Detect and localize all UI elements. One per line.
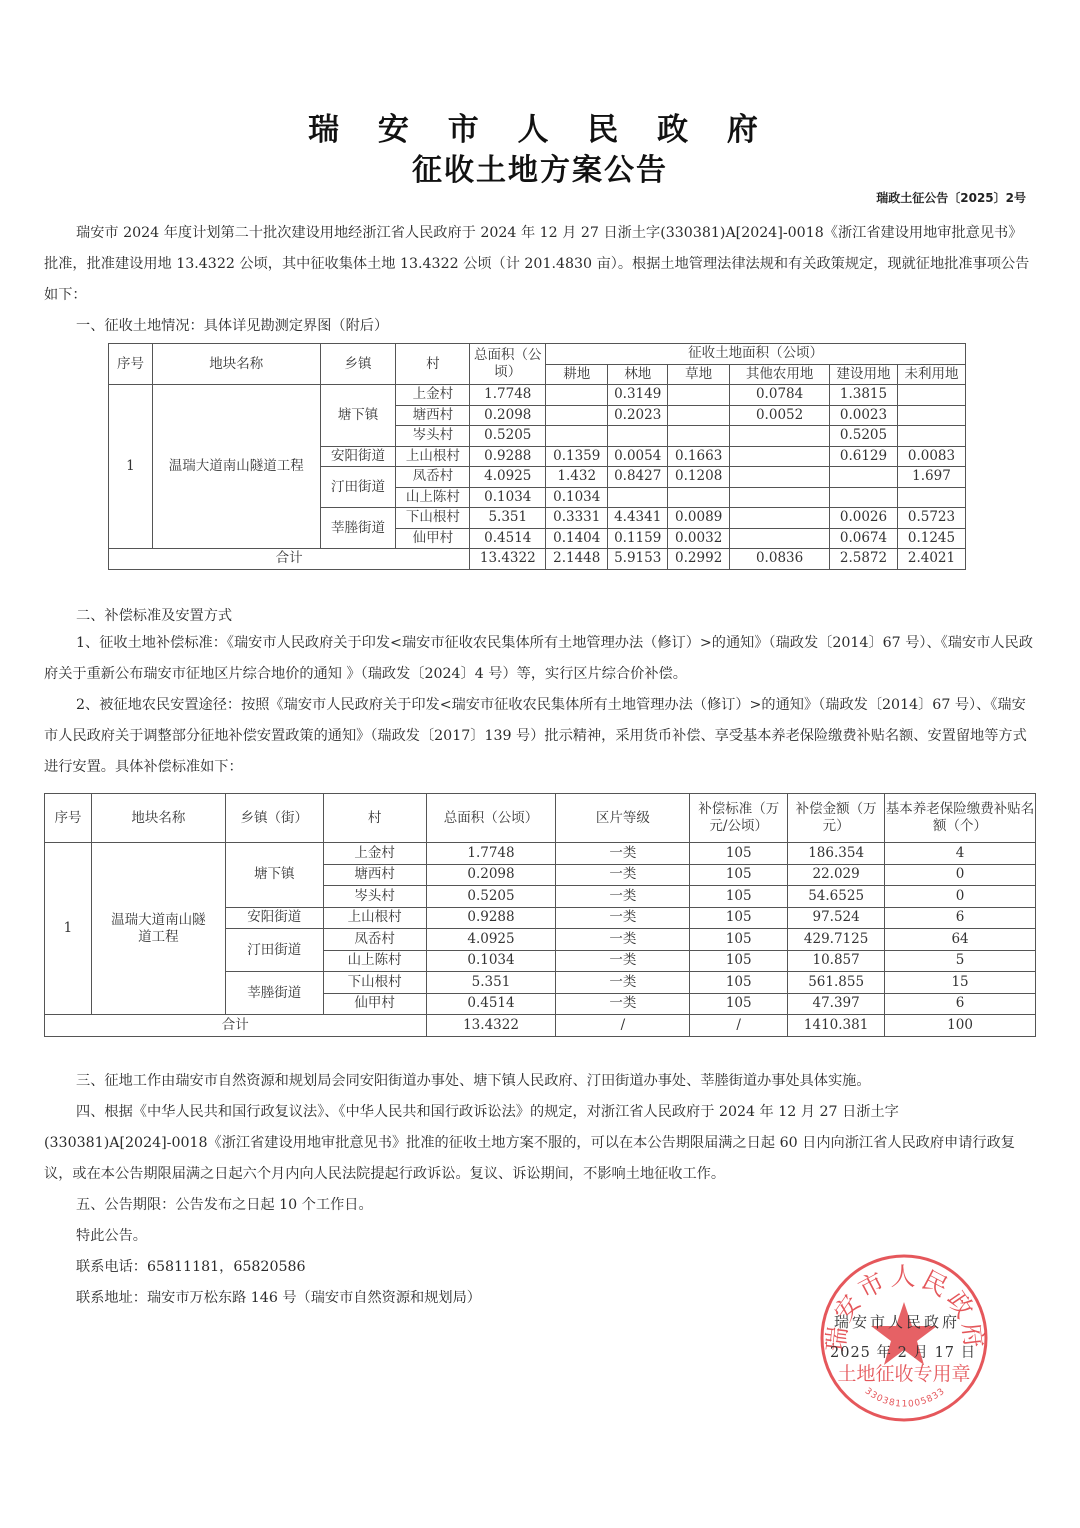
col-header-construction: 建设用地 <box>830 364 898 385</box>
closing-text: 特此公告。 <box>76 1228 147 1244</box>
cell-town: 汀田街道 <box>225 929 323 972</box>
issuer-title: 瑞 安 市 人 民 政 府 <box>308 112 772 148</box>
table-row <box>45 843 1036 865</box>
col-header-unused: 未利用地 <box>897 364 965 385</box>
cell-town: 莘塍街道 <box>320 508 396 549</box>
cell-area: 0.3331 <box>546 508 608 529</box>
signature-issuer: 瑞安市人民政府 <box>834 1313 961 1331</box>
cell-area <box>546 426 608 447</box>
cell-standard: 105 <box>690 907 788 929</box>
cell-area <box>730 446 830 467</box>
cell-area <box>897 426 965 447</box>
cell-area: 0.3149 <box>608 385 668 406</box>
cell-village: 塘西村 <box>323 864 426 886</box>
col-header-amount: 补偿金额（万元） <box>788 794 885 843</box>
cell-total-area: 5.9153 <box>608 549 668 570</box>
document-title: 征收土地方案公告 <box>412 153 668 188</box>
cell-area <box>730 467 830 488</box>
cell-area: 0.0054 <box>608 446 668 467</box>
cell-standard: 105 <box>690 950 788 972</box>
section-3-paragraph <box>44 1066 1036 1097</box>
cell-amount: 97.524 <box>788 907 885 929</box>
cell-village: 山上陈村 <box>323 950 426 972</box>
cell-total-total: 13.4322 <box>426 1015 556 1037</box>
cell-area <box>897 405 965 426</box>
table-total-row <box>109 549 966 570</box>
cell-area <box>668 385 730 406</box>
cell-total: 1.7748 <box>426 843 556 865</box>
cell-amount: 22.029 <box>788 864 885 886</box>
cell-total: 0.2098 <box>470 405 546 426</box>
cell-area: 0.1359 <box>546 446 608 467</box>
cell-amount: 186.354 <box>788 843 885 865</box>
cell-total-sum: 13.4322 <box>470 549 546 570</box>
cell-area: 0.0089 <box>668 508 730 529</box>
cell-town: 安阳街道 <box>225 907 323 929</box>
cell-total: 0.9288 <box>470 446 546 467</box>
cell-quota: 6 <box>885 907 1036 929</box>
signature-date: 2025 年 2 月 17 日 <box>830 1345 977 1361</box>
cell-area <box>730 508 830 529</box>
cell-area: 0.1245 <box>897 528 965 549</box>
cell-village: 岑头村 <box>323 886 426 908</box>
cell-area: 0.5723 <box>897 508 965 529</box>
cell-area: 1.3815 <box>830 385 898 406</box>
cell-total-standard: / <box>690 1015 788 1037</box>
intro-text: 瑞安市 2024 年度计划第二十批次建设用地经浙江省人民政府于 2024 年 12 月 27 日浙土字(330381)A[2024]-0018《浙江省建设用地审批意见书》批准，批准建设用地 13.4322 公顷，其中征收集体土地 13.4322 公顷（计 201.4830 亩）。根据土地管理法律法规和有关政策规定，现就征地批准事项公告如下： <box>44 225 1030 303</box>
cell-standard: 105 <box>690 843 788 865</box>
cell-grade: 一类 <box>556 929 690 951</box>
section-1-heading <box>44 311 1036 342</box>
cell-total: 0.4514 <box>426 993 556 1015</box>
seal-code-text: 3303811005833 <box>862 1386 948 1410</box>
cell-village: 凤岙村 <box>323 929 426 951</box>
cell-total: 0.2098 <box>426 864 556 886</box>
cell-quota: 64 <box>885 929 1036 951</box>
cell-grade: 一类 <box>556 993 690 1015</box>
closing-line <box>44 1221 1036 1252</box>
section-4-text: 四、根据《中华人民共和国行政复议法》、《中华人民共和国行政诉讼法》的规定，对浙江省人民政府于 2024 年 12 月 27 日浙土字(330381)A[2024]-0018《浙江省建设用地审批意见书》批准的征收土地方案不服的，可以在本公告期限届满之日起 60 日内向浙江省人民政府申请行政复议，或在本公告期限届满之日起六个月内向人民法院提起行政诉讼。复议、诉讼期间，不影响土地征收工作。 <box>44 1104 1015 1182</box>
cell-total-area: 0.2992 <box>668 549 730 570</box>
cell-area <box>897 385 965 406</box>
cell-area <box>668 487 730 508</box>
cell-area <box>730 426 830 447</box>
section-4-paragraph <box>44 1097 1036 1190</box>
cell-area: 0.1159 <box>608 528 668 549</box>
table-total-row <box>45 1015 1036 1037</box>
cell-area <box>830 487 898 508</box>
section-5-paragraph <box>44 1190 1036 1221</box>
cell-village: 下山根村 <box>396 508 470 529</box>
cell-total: 5.351 <box>470 508 546 529</box>
cell-area: 0.0052 <box>730 405 830 426</box>
cell-total: 0.9288 <box>426 907 556 929</box>
cell-total: 4.0925 <box>470 467 546 488</box>
cell-quota: 4 <box>885 843 1036 865</box>
cell-village: 山上陈村 <box>396 487 470 508</box>
cell-total-area: 0.0836 <box>730 549 830 570</box>
section-2-paragraph-1 <box>44 628 1036 690</box>
cell-amount: 429.7125 <box>788 929 885 951</box>
table-header-row <box>109 344 966 365</box>
contact-address-text: 联系地址：瑞安市万松东路 146 号（瑞安市自然资源和规划局） <box>76 1290 481 1306</box>
land-area-table <box>108 343 966 570</box>
cell-area: 4.4341 <box>608 508 668 529</box>
section-3-text: 三、征地工作由瑞安市自然资源和规划局会同安阳街道办事处、塘下镇人民政府、汀田街道办事处、莘塍街道办事处具体实施。 <box>76 1073 871 1089</box>
cell-town: 塘下镇 <box>320 385 396 447</box>
col-header-grass: 草地 <box>668 364 730 385</box>
col-header-grade: 区片等级 <box>556 794 690 843</box>
cell-quota: 0 <box>885 864 1036 886</box>
cell-grade: 一类 <box>556 907 690 929</box>
col-header-seq: 序号 <box>45 794 92 843</box>
document-number: 瑞政土征公告〔2025〕2号 <box>876 191 1026 205</box>
cell-village: 岑头村 <box>396 426 470 447</box>
cell-area: 1.432 <box>546 467 608 488</box>
cell-town: 安阳街道 <box>320 446 396 467</box>
cell-total-area: 2.1448 <box>546 549 608 570</box>
section-2-p1-text: 1、征收土地补偿标准：《瑞安市人民政府关于印发<瑞安市征收农民集体所有土地管理办法（修订）>的通知》（瑞政发〔2014〕67 号）、《瑞安市人民政府关于重新公布瑞安市征地区片综合地价的通知 》（瑞政发〔2024〕4 号）等，实行区片综合价补偿。 <box>44 635 1033 682</box>
official-seal-stamp <box>818 1252 990 1424</box>
cell-seq: 1 <box>45 843 92 1015</box>
cell-village: 上山根村 <box>323 907 426 929</box>
cell-area: 0.0083 <box>897 446 965 467</box>
cell-total-label: 合计 <box>45 1015 427 1037</box>
cell-village: 凤岙村 <box>396 467 470 488</box>
cell-seq: 1 <box>109 385 153 549</box>
col-header-plot: 地块名称 <box>91 794 225 843</box>
section-2-paragraph-2 <box>44 690 1036 783</box>
cell-plot-name: 温瑞大道南山隧道工程 <box>91 843 225 1015</box>
cell-amount: 10.857 <box>788 950 885 972</box>
cell-quota: 5 <box>885 950 1036 972</box>
table-row <box>109 385 966 406</box>
seal-outer-text: 瑞安市人民政府 <box>820 1262 990 1354</box>
cell-total: 0.1034 <box>426 950 556 972</box>
col-header-standard: 补偿标准（万元/公顷） <box>690 794 788 843</box>
cell-quota: 15 <box>885 972 1036 994</box>
col-header-village: 村 <box>396 344 470 385</box>
cell-standard: 105 <box>690 864 788 886</box>
cell-village: 上金村 <box>323 843 426 865</box>
cell-area <box>546 385 608 406</box>
cell-village: 仙甲村 <box>323 993 426 1015</box>
section-2-heading-text: 二、补偿标准及安置方式 <box>76 608 233 624</box>
compensation-table <box>44 793 1036 1037</box>
cell-area: 0.0026 <box>830 508 898 529</box>
col-header-quota: 基本养老保险缴费补贴名额（个） <box>885 794 1036 843</box>
cell-area: 0.8427 <box>608 467 668 488</box>
col-header-town: 乡镇（街） <box>225 794 323 843</box>
cell-total: 0.1034 <box>470 487 546 508</box>
cell-area <box>668 405 730 426</box>
cell-total-amount: 1410.381 <box>788 1015 885 1037</box>
col-header-farmland: 耕地 <box>546 364 608 385</box>
cell-total: 0.4514 <box>470 528 546 549</box>
cell-quota: 0 <box>885 886 1036 908</box>
section-5-text: 五、公告期限：公告发布之日起 10 个工作日。 <box>76 1197 373 1213</box>
cell-total-quota: 100 <box>885 1015 1036 1037</box>
cell-area: 0.0023 <box>830 405 898 426</box>
cell-area: 0.1208 <box>668 467 730 488</box>
cell-area <box>830 467 898 488</box>
cell-total-label: 合计 <box>109 549 470 570</box>
col-header-other-agri: 其他农用地 <box>730 364 830 385</box>
cell-area <box>730 487 830 508</box>
cell-area: 0.0674 <box>830 528 898 549</box>
cell-area: 0.1404 <box>546 528 608 549</box>
col-header-total: 总面积（公顷） <box>470 344 546 385</box>
col-header-forest: 林地 <box>608 364 668 385</box>
cell-amount: 47.397 <box>788 993 885 1015</box>
cell-area <box>730 528 830 549</box>
cell-area: 0.6129 <box>830 446 898 467</box>
cell-amount: 561.855 <box>788 972 885 994</box>
cell-town: 塘下镇 <box>225 843 323 908</box>
cell-total-area: 2.5872 <box>830 549 898 570</box>
col-header-total: 总面积（公顷） <box>426 794 556 843</box>
cell-standard: 105 <box>690 929 788 951</box>
cell-amount: 54.6525 <box>788 886 885 908</box>
cell-grade: 一类 <box>556 843 690 865</box>
cell-area <box>608 426 668 447</box>
cell-area <box>546 405 608 426</box>
cell-area: 0.0032 <box>668 528 730 549</box>
cell-area: 0.0784 <box>730 385 830 406</box>
col-header-town: 乡镇 <box>320 344 396 385</box>
cell-village: 上金村 <box>396 385 470 406</box>
cell-village: 上山根村 <box>396 446 470 467</box>
cell-village: 下山根村 <box>323 972 426 994</box>
cell-area: 0.5205 <box>830 426 898 447</box>
cell-total-area: 2.4021 <box>897 549 965 570</box>
cell-town: 莘塍街道 <box>225 972 323 1015</box>
cell-area: 0.1663 <box>668 446 730 467</box>
cell-standard: 105 <box>690 886 788 908</box>
cell-area <box>897 487 965 508</box>
table-header-row <box>45 794 1036 843</box>
intro-paragraph <box>44 218 1036 311</box>
col-header-plot: 地块名称 <box>152 344 320 385</box>
cell-total: 4.0925 <box>426 929 556 951</box>
cell-area: 0.2023 <box>608 405 668 426</box>
cell-standard: 105 <box>690 972 788 994</box>
col-header-group: 征收土地面积（公顷） <box>546 344 966 365</box>
section-2-p2-text: 2、被征地农民安置途径：按照《瑞安市人民政府关于印发<瑞安市征收农民集体所有土地管理办法（修订）>的通知》（瑞政发〔2014〕67 号）、《瑞安市人民政府关于调整部分征地补偿安置政策的通知》（瑞政发〔2017〕139 号）批示精神，采用货币补偿、享受基本养老保险缴费补贴名额、安置留地等方式进行安置。具体补偿标准如下： <box>44 697 1027 775</box>
cell-village: 仙甲村 <box>396 528 470 549</box>
cell-grade: 一类 <box>556 864 690 886</box>
seal-inner-text: 土地征收专用章 <box>837 1363 971 1385</box>
cell-village: 塘西村 <box>396 405 470 426</box>
contact-phone-text: 联系电话：65811181，65820586 <box>76 1259 306 1275</box>
cell-quota: 6 <box>885 993 1036 1015</box>
cell-plot-name: 温瑞大道南山隧道工程 <box>152 385 320 549</box>
cell-total: 0.5205 <box>426 886 556 908</box>
cell-area <box>668 426 730 447</box>
col-header-village: 村 <box>323 794 426 843</box>
cell-total-grade: / <box>556 1015 690 1037</box>
cell-area: 0.1034 <box>546 487 608 508</box>
cell-area <box>608 487 668 508</box>
cell-standard: 105 <box>690 993 788 1015</box>
cell-total: 5.351 <box>426 972 556 994</box>
cell-grade: 一类 <box>556 950 690 972</box>
cell-total: 1.7748 <box>470 385 546 406</box>
section-1-text: 一、征收土地情况：具体详见勘测定界图（附后） <box>76 318 389 334</box>
cell-area: 1.697 <box>897 467 965 488</box>
cell-grade: 一类 <box>556 886 690 908</box>
col-header-seq: 序号 <box>109 344 153 385</box>
cell-total: 0.5205 <box>470 426 546 447</box>
cell-grade: 一类 <box>556 972 690 994</box>
cell-town: 汀田街道 <box>320 467 396 508</box>
